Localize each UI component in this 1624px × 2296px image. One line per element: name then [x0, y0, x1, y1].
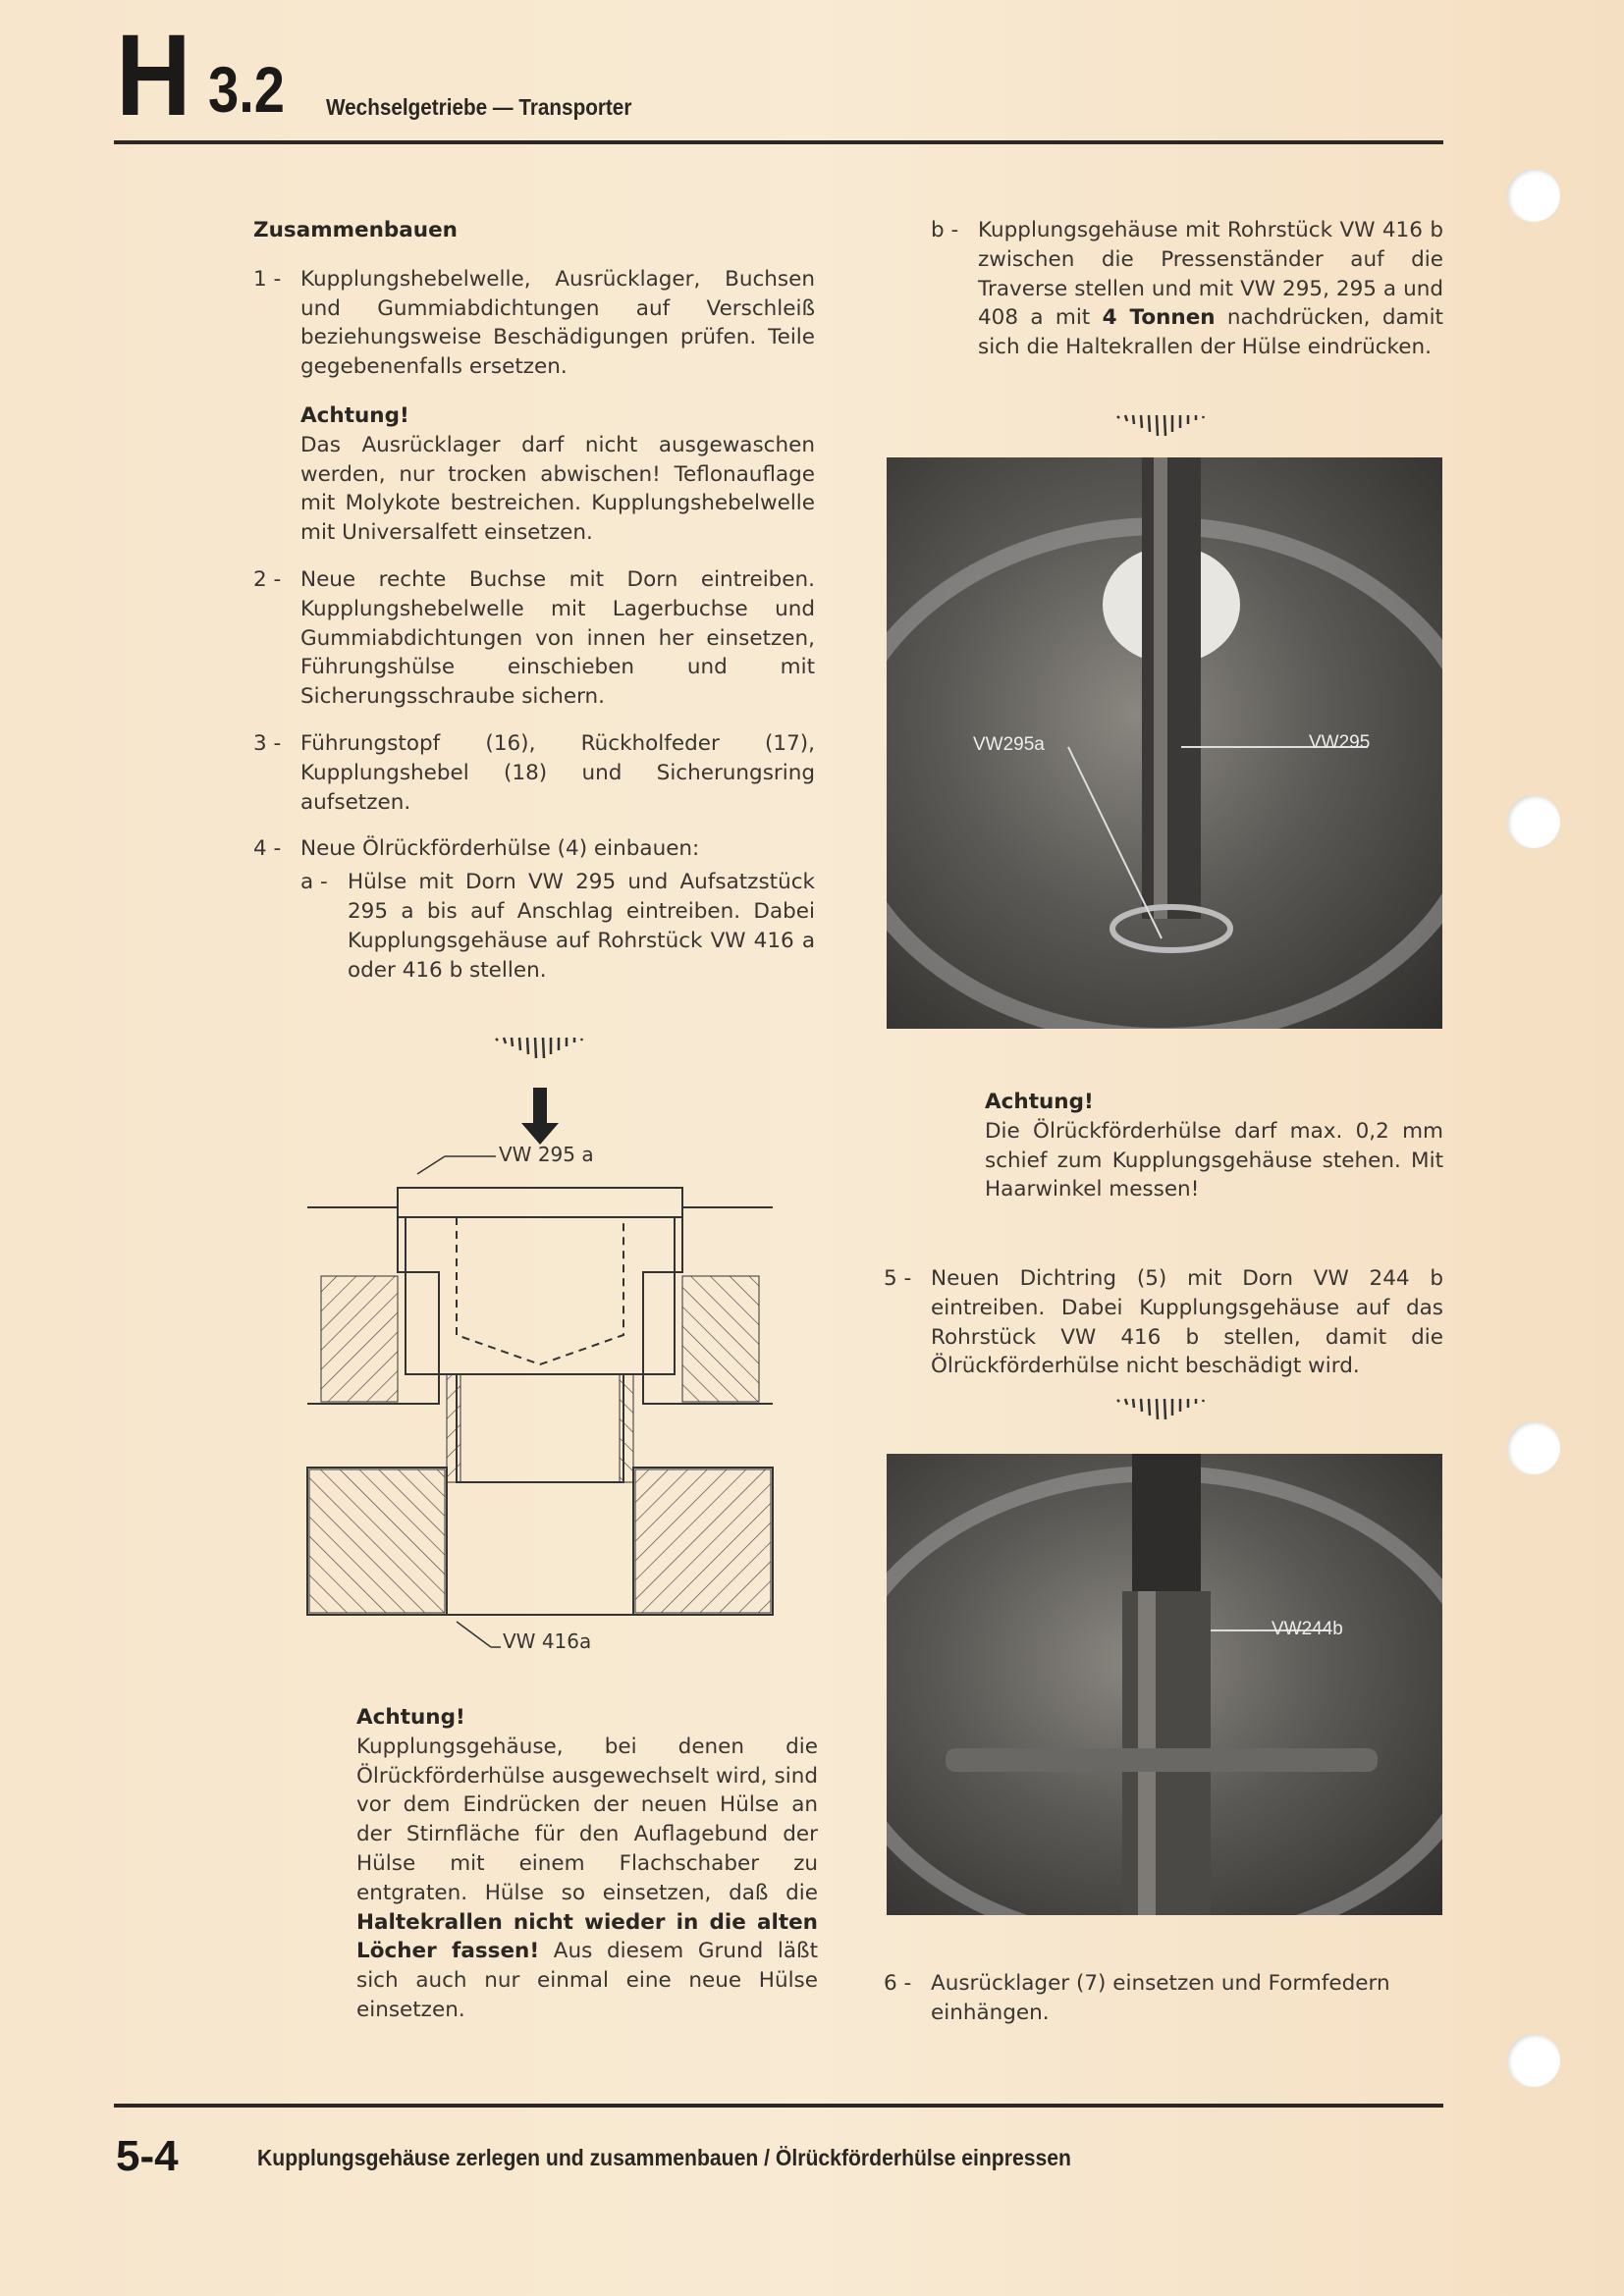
punch-hole — [1507, 795, 1560, 848]
step-text: Neue Ölrückförderhülse (4) einbauen: — [300, 836, 700, 862]
step-text-part: nachdrücken, damit sich die Haltekrallen der Hülse eindrücken. — [978, 305, 1443, 360]
footer-divider — [114, 2104, 1443, 2108]
step-text: Kupplungshebelwelle, Ausrücklager, Buchsen und Gummiabdichtungen auf Verschleiß beziehungsweise Beschädigungen prüfen. Teile gegebenenfalls ersetzen. — [300, 266, 815, 380]
photo-label-vw244b: VW244b — [1272, 1619, 1343, 1639]
step-text-emphasis: 4 Tonnen — [1102, 305, 1216, 331]
step-number: a - — [300, 870, 328, 895]
warning-title: Achtung! — [300, 402, 409, 428]
warning-note-1 — [300, 401, 815, 548]
arrow-marker-icon — [486, 1033, 594, 1060]
step-text-part: Kupplungsgehäuse mit Rohrstück VW 416 b zwischen die Pressenständer auf die Traverse stellen und mit VW 295, 295 a und 408 a mit — [978, 218, 1443, 331]
warning-text-emphasis: Haltekrallen nicht wieder in die alten Löcher fassen! — [356, 1909, 818, 1964]
step-4 — [253, 834, 815, 864]
step-4a — [300, 868, 815, 985]
step-number: b - — [931, 218, 959, 242]
step-number: 2 - — [253, 566, 282, 592]
step-number: 4 - — [253, 836, 282, 862]
warning-title: Achtung! — [985, 1090, 1094, 1114]
section-heading: Zusammenbauen — [253, 218, 458, 242]
step-3 — [253, 729, 815, 817]
step-number: 6 - — [884, 1971, 912, 1996]
step-5 — [884, 1264, 1443, 1381]
diagram-label-vw416a: VW 416a — [503, 1629, 592, 1653]
step-number: 1 - — [253, 266, 282, 292]
photo-press-sleeve — [887, 457, 1442, 1029]
photo-label-vw295a: VW295a — [973, 734, 1045, 755]
diagram-label-vw295a: VW 295 a — [499, 1143, 594, 1166]
step-6 — [884, 1969, 1443, 2028]
force-arrow-icon — [533, 1088, 547, 1125]
step-text: Ausrücklager (7) einsetzen und Formfedern einhängen. — [931, 1971, 1390, 2025]
step-text — [978, 216, 1443, 362]
step-number: 5 - — [884, 1266, 912, 1291]
warning-text-part: Aus diesem Grund läßt sich auch nur einmal eine neue Hülse einsetzen. — [356, 1939, 818, 2022]
page-title: Wechselgetriebe — Transporter — [326, 94, 632, 120]
step-text: Neuen Dichtring (5) mit Dorn VW 244 b eintreiben. Dabei Kupplungsgehäuse auf das Rohrstück VW 416 b stellen, damit die Ölrückförderhülse nicht beschädigt wird. — [931, 1266, 1443, 1379]
punch-hole — [1507, 2034, 1560, 2087]
step-number: 3 - — [253, 730, 282, 756]
punch-hole — [1507, 169, 1560, 222]
step-2 — [253, 565, 815, 712]
warning-text — [356, 1733, 818, 2025]
footer-title: Kupplungsgehäuse zerlegen und zusammenbauen / Ölrückförderhülse einpressen — [257, 2145, 1071, 2170]
warning-text: Die Ölrückförderhülse darf max. 0,2 mm schief zum Kupplungsgehäuse stehen. Mit Haarwinkel messen! — [985, 1118, 1443, 1202]
arrow-marker-icon — [1108, 1394, 1216, 1421]
warning-text: Das Ausrücklager darf nicht ausgewaschen werden, nur trocken abwischen! Teflonauflage mit Molykote bestreichen. Kupplungshebelwelle mit Universalfett einsetzen. — [300, 432, 815, 546]
step-text: Hülse mit Dorn VW 295 und Aufsatzstück 295 a bis auf Anschlag eintreiben. Dabei Kupplungsgehäuse auf Rohrstück VW 416 a oder 416 b stellen. — [348, 870, 815, 983]
warning-note-3 — [985, 1088, 1443, 1204]
warning-title: Achtung! — [356, 1705, 465, 1730]
step-text: Neue rechte Buchse mit Dorn eintreiben. Kupplungshebelwelle mit Lagerbuchse und Gummiabdichtungen von innen her einsetzen, Führungshülse einschieben und mit Sicherungsschraube sichern. — [300, 566, 815, 710]
warning-note-2 — [356, 1703, 818, 2025]
step-4b — [931, 216, 1443, 362]
warning-text-part: Kupplungsgehäuse, bei denen die Ölrückförderhülse ausgewechselt wird, sind vor dem Eindrücken der neuen Hülse an der Stirnfläche für den Auflagebund der Hülse mit einem Flachschaber zu entgraten. Hülse so einsetzen, daß die — [356, 1734, 818, 1905]
arrow-marker-icon — [1108, 410, 1216, 438]
step-1 — [253, 265, 815, 382]
header-divider — [114, 140, 1443, 144]
section-letter: H — [116, 11, 191, 140]
photo-seal-drift — [887, 1454, 1442, 1915]
section-number: 3.2 — [208, 53, 285, 126]
punch-hole — [1507, 1421, 1560, 1474]
page-number: 5-4 — [116, 2132, 179, 2180]
photo-label-vw295: VW295 — [1309, 732, 1371, 753]
step-text: Führungstopf (16), Rückholfeder (17), Kupplungshebel (18) und Sicherungsring aufsetzen. — [300, 730, 815, 815]
left-column — [253, 216, 815, 985]
